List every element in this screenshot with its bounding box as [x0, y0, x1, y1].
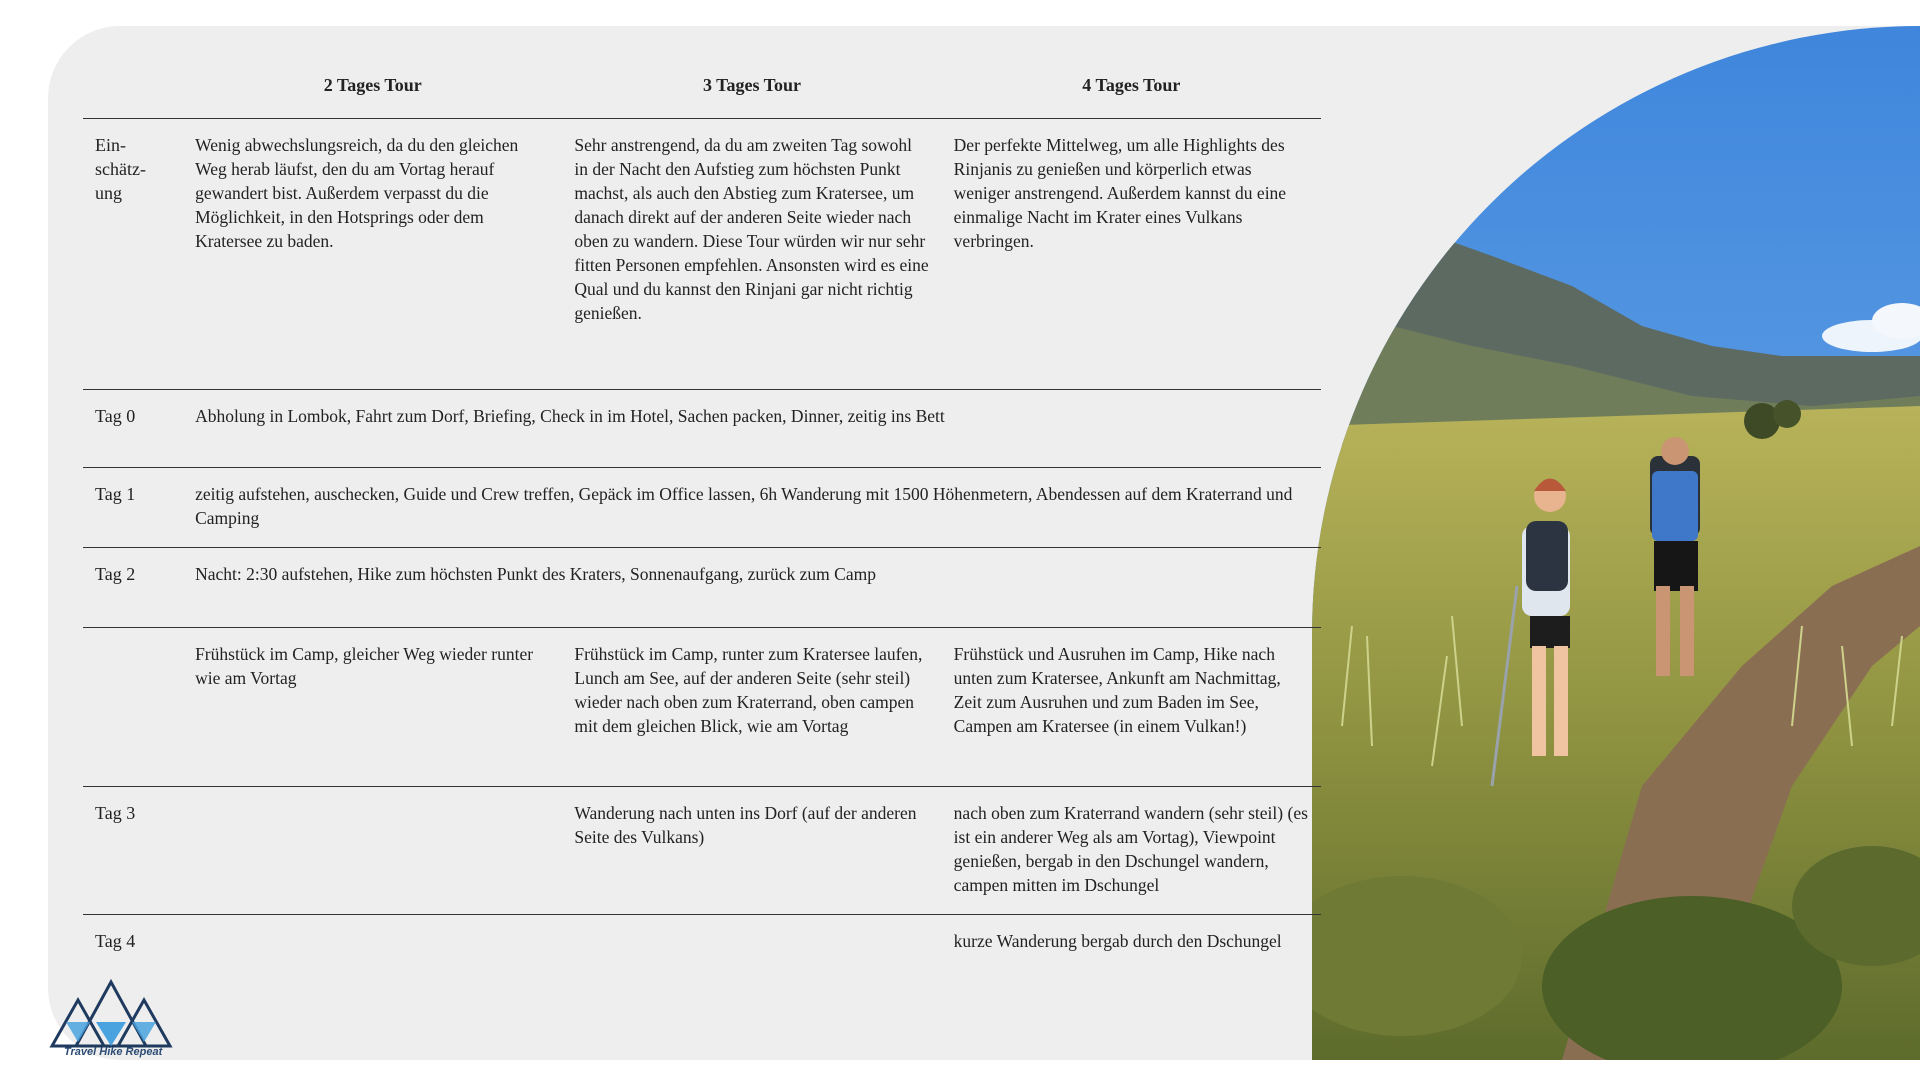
table-row-einschaetzung	[83, 119, 1321, 390]
cell-tag-3-2-tage	[183, 787, 562, 915]
row-label-tag-0: Tag 0	[83, 390, 183, 468]
table-row-tag-0	[83, 390, 1321, 468]
cell-tag-2-4-tage: Frühstück und Ausruhen im Camp, Hike nach unten zum Kratersee, Ankunft am Nachmittag, Zeit zum Ausruhen und zum Baden im See, Campen am Kratersee (in einem Vulkan!)	[942, 628, 1321, 787]
logo-text: Travel Hike Repeat	[64, 1046, 163, 1058]
cell-einschaetzung-3-tage: Sehr anstrengend, da du am zweiten Tag sowohl in der Nacht den Aufstieg zum höchsten Punkt machst, als auch den Abstieg zum Kratersee, um danach direkt auf der anderen Seite wieder nach oben zu wandern. Diese Tour würden wir nur sehr fitten Personen empfehlen. Ansonsten wird es eine Qual und du kannst den Rinjani gar nicht richtig genießen.	[562, 119, 941, 390]
row-label-einschaetzung: Ein- schätz- ung	[83, 119, 183, 390]
cell-tag-4-2-tage	[183, 915, 562, 980]
cell-tag-2-3-tage: Frühstück im Camp, runter zum Kratersee laufen, Lunch am See, auf der anderen Seite (sehr steil) wieder nach oben zum Kraterrand, oben campen mit dem gleichen Blick, wie am Vortag	[562, 628, 941, 787]
row-label-tag-2: Tag 2	[83, 548, 183, 628]
header-empty	[83, 52, 183, 119]
cell-tag-2-2-tage: Frühstück im Camp, gleicher Weg wieder runter wie am Vortag	[183, 628, 562, 787]
table-row-tag-4	[83, 915, 1321, 980]
row-label-tag-4: Tag 4	[95, 931, 136, 951]
cell-tag-4-3-tage	[562, 915, 941, 980]
row-label-tag-3: Tag 3	[83, 787, 183, 915]
table-row-tag-2-day	[83, 628, 1321, 787]
cell-tag-4-4-tage: kurze Wanderung bergab durch den Dschungel	[953, 931, 1282, 951]
table-row-tag-3	[83, 787, 1321, 915]
header-4-tages-tour: 4 Tages Tour	[942, 52, 1321, 119]
row-label-tag-2-spacer	[83, 628, 183, 787]
header-2-tages-tour: 2 Tages Tour	[183, 52, 562, 119]
cell-tag-3-4-tage: nach oben zum Kraterrand wandern (sehr steil) (es ist ein anderer Weg als am Vortag), Viewpoint genießen, bergab in den Dschungel wandern, campen mitten im Dschungel	[942, 787, 1321, 915]
table-row-tag-2-night	[83, 548, 1321, 628]
cell-tag-1-all: zeitig aufstehen, auschecken, Guide und Crew treffen, Gepäck im Office lassen, 6h Wanderung mit 1500 Höhenmetern, Abendessen auf dem Kraterrand und Camping	[183, 468, 1321, 548]
cell-einschaetzung-2-tage: Wenig abwechslungsreich, da du den gleichen Weg herab läufst, den du am Vortag herauf gewandert bist. Außerdem verpasst du die Möglichkeit, in den Hotsprings oder dem Kratersee zu baden.	[183, 119, 562, 390]
tour-comparison-table	[83, 52, 1321, 979]
table-row-tag-1	[83, 468, 1321, 548]
cell-tag-0-all: Abholung in Lombok, Fahrt zum Dorf, Briefing, Check in im Hotel, Sachen packen, Dinner, zeitig ins Bett	[183, 390, 1321, 468]
cell-tag-2-all: Nacht: 2:30 aufstehen, Hike zum höchsten Punkt des Kraters, Sonnenaufgang, zurück zum Camp	[183, 548, 1321, 628]
cell-einschaetzung-4-tage: Der perfekte Mittelweg, um alle Highlights des Rinjanis zu genießen und körperlich etwas weniger anstrengend. Außerdem kannst du eine einmalige Nacht im Krater eines Vulkans verbringen.	[942, 119, 1321, 390]
header-3-tages-tour: 3 Tages Tour	[562, 52, 941, 119]
row-label-tag-1: Tag 1	[83, 468, 183, 548]
cell-tag-3-3-tage: Wanderung nach unten ins Dorf (auf der anderen Seite des Vulkans)	[562, 787, 941, 915]
